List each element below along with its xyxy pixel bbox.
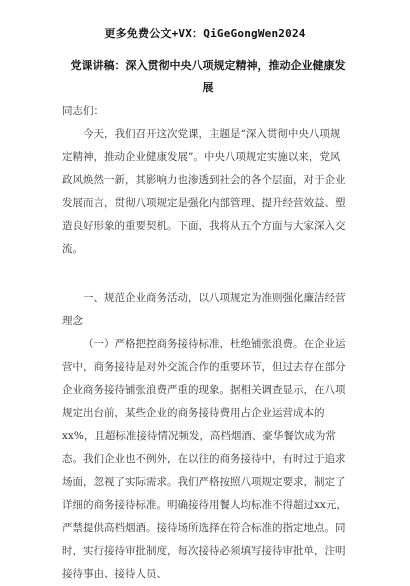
document-header: 更多免费公文+VX：QiGeGongWen2024 [104,27,306,40]
subsection-heading-1: （一）严格把控商务接待标准，杜绝铺张浪费。 [83,338,304,350]
section-heading-1: 一、规范企业商务活动，以八项规定为准则强化廉洁经营理念 [62,292,346,327]
document-title: 党课讲稿：深入贯彻中央八项规定精神，推动企业健康发展 [70,59,346,94]
greeting: 同志们： [62,105,104,117]
subsection-paragraph-1: 在企业运营中，商务接待是对外交流合作的重要环节，但过去存在部分企业商务接待铺张浪费严重的现象。据相关调查显示，在八项规定出台前，某些企业的商务接待费用占企业运营成本的xx%，且超标准接待情况频发，高档烟酒、豪华餐饮成为常态。我们企业也不例外，在以往的商务接待中，有时过于追求场面，忽视了实际需求。我们严格按照八项规定要求，制定了详细的商务接待标准。明确接待用餐人均标准不得超过xx元，严禁提供高档烟酒。接待场所选择在符合标准的指定地点。同时，实行接待审批制度，每次接待必须填写接待审批单，注明接待事由、接待人员、 [62,338,347,580]
subsection-1 [62,333,350,586]
paragraph-intro: 今天，我们召开这次党课，主题是“深入贯彻中央八项规定精神，推动企业健康发展”。中央八项规定实施以来，党风政风焕然一新，其影响力也渗透到社会的各个层面，对于企业发展而言，贯彻八项规定是强化内部管理、提升经营效益、塑造良好形象的重要契机。下面，我将从五个方面与大家深入交流。 [62,128,346,255]
